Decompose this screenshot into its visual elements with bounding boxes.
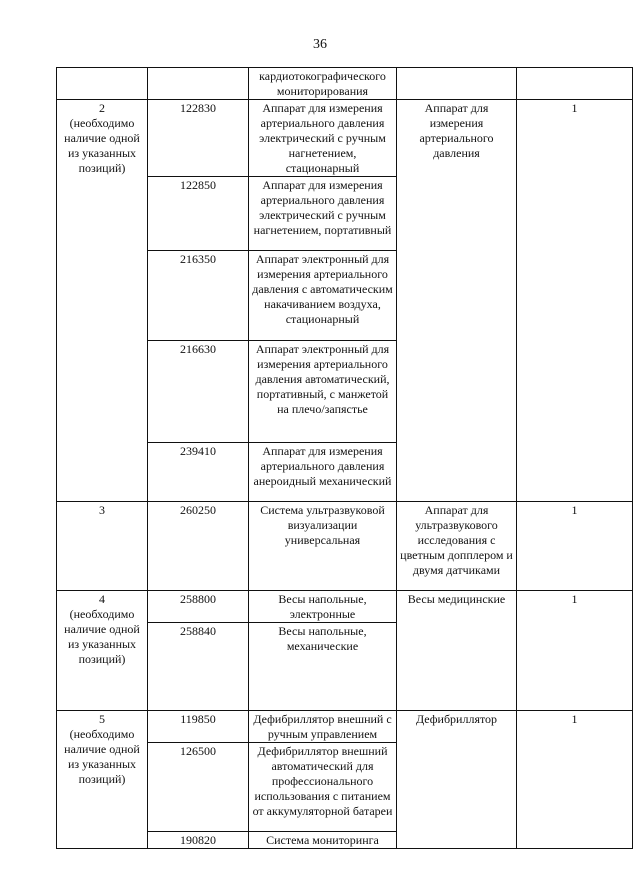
cell-name: Дефибриллятор внешний с ручным управлением xyxy=(249,711,397,743)
cell-code: 119850 xyxy=(148,711,249,743)
cell-name: Система ультразвуковой визуализации универсальная xyxy=(249,502,397,591)
cell-code: 126500 xyxy=(148,743,249,832)
table-row xyxy=(57,502,633,591)
cell-qty xyxy=(517,68,633,100)
cell-name: Весы напольные, электронные xyxy=(249,591,397,623)
cell-name: Аппарат электронный для измерения артериального давления с автоматическим накачиванием воздуха, стационарный xyxy=(249,251,397,341)
cell-name: Система мониторинга xyxy=(249,832,397,849)
page-number: 36 xyxy=(313,37,327,52)
cell-name: Аппарат электронный для измерения артериального давления автоматический, портативный, с манжетой на плечо/запястье xyxy=(249,341,397,443)
cell-code xyxy=(148,68,249,100)
cell-name: кардиотокографического мониторирования xyxy=(249,68,397,100)
table-row xyxy=(57,591,633,623)
cell-code: 260250 xyxy=(148,502,249,591)
equipment-table xyxy=(56,67,633,849)
cell-num: 4 (необходимо наличие одной из указанных позиций) xyxy=(57,591,148,711)
cell-code: 216630 xyxy=(148,341,249,443)
table-row xyxy=(57,711,633,743)
cell-num: 5 (необходимо наличие одной из указанных позиций) xyxy=(57,711,148,849)
cell-num xyxy=(57,68,148,100)
cell-name: Аппарат для измерения артериального давления электрический с ручным нагнетением, портативный xyxy=(249,177,397,251)
cell-name: Аппарат для измерения артериального давления анероидный механический xyxy=(249,443,397,502)
cell-type: Дефибриллятор xyxy=(397,711,517,849)
table-row xyxy=(57,68,633,100)
cell-code: 239410 xyxy=(148,443,249,502)
cell-code: 258800 xyxy=(148,591,249,623)
cell-name: Весы напольные, механические xyxy=(249,623,397,711)
cell-type: Аппарат для измерения артериального давления xyxy=(397,100,517,502)
cell-type: Аппарат для ультразвукового исследования с цветным допплером и двумя датчиками xyxy=(397,502,517,591)
cell-qty: 1 xyxy=(517,502,633,591)
cell-name: Аппарат для измерения артериального давления электрический с ручным нагнетением, стационарный xyxy=(249,100,397,177)
cell-code: 258840 xyxy=(148,623,249,711)
cell-num: 2 (необходимо наличие одной из указанных позиций) xyxy=(57,100,148,502)
cell-code: 122850 xyxy=(148,177,249,251)
cell-type: Весы медицинские xyxy=(397,591,517,711)
cell-type xyxy=(397,68,517,100)
cell-qty: 1 xyxy=(517,100,633,502)
cell-qty: 1 xyxy=(517,711,633,849)
cell-num: 3 xyxy=(57,502,148,591)
cell-name: Дефибриллятор внешний автоматический для профессионального использования с питанием от аккумуляторной батареи xyxy=(249,743,397,832)
table-row xyxy=(57,100,633,177)
cell-code: 216350 xyxy=(148,251,249,341)
cell-qty: 1 xyxy=(517,591,633,711)
cell-code: 190820 xyxy=(148,832,249,849)
cell-code: 122830 xyxy=(148,100,249,177)
